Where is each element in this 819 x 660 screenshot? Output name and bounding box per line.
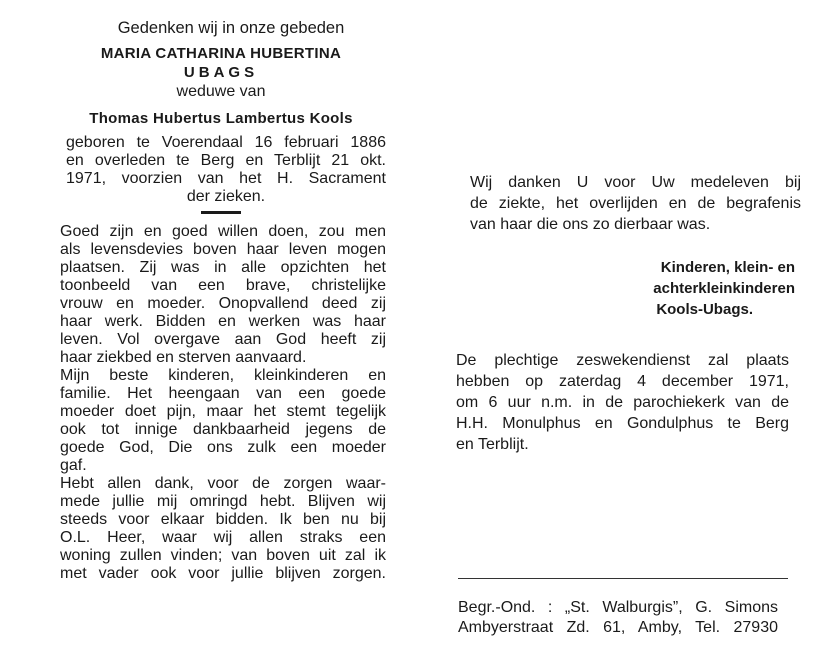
text-line: Goed zijn en goed willen doen, zou men [60, 223, 386, 240]
text-line: leven. Vol overgave aan God heeft zij [60, 331, 386, 348]
signature-line: achterkleinkinderen [653, 280, 795, 297]
widow-of-label: weduwe van [176, 83, 266, 100]
right-panel [456, 172, 801, 455]
divider-dash [201, 211, 241, 214]
text-line: toonbeeld van een brave, christelijke [60, 277, 386, 294]
signature [456, 257, 801, 320]
footer-line: Begr.-Ond. : „St. Walburgis”, G. Simons [458, 599, 778, 616]
text-line: om 6 uur n.m. in de parochiekerk van de [456, 394, 789, 411]
text-line: goede God, Die ons zulk een moeder [60, 439, 386, 456]
deceased-name: MARIA CATHARINA HUBERTINA [100, 45, 342, 62]
text-line: 1971, voorzien van het H. Sacrament [66, 170, 386, 187]
text-line: plaatsen. Zij was in alle opzichten het [60, 259, 386, 276]
text-line: De plechtige zeswekendienst zal plaats [456, 352, 789, 369]
text-line: de ziekte, het overlijden en de begrafenis [470, 195, 801, 212]
text-line: H.H. Monulphus en Gondulphus te Berg [456, 415, 789, 432]
text-line: haar werk. Bidden en werken was haar [60, 313, 386, 330]
left-panel [56, 18, 386, 583]
text-line: vrouw en moeder. Onopvallend deed zij [60, 295, 386, 312]
signature-line: Kools-Ubags. [656, 301, 753, 318]
text-line: woning zullen vinden; van boven uit zal ik [60, 547, 386, 564]
text-line: mede jullie mij omringd hebt. Blijven wij [60, 493, 386, 510]
footer-divider [458, 578, 788, 579]
birth-death-text [56, 134, 386, 206]
text-line: haar ziekbed en sterven aanvaard. [60, 349, 307, 366]
undertaker-footer [458, 598, 778, 638]
thanks-text [456, 172, 801, 235]
text-line: geboren te Voerendaal 16 februari 1886 [66, 134, 386, 151]
text-line: en overleden te Berg en Terblijt 21 okt. [66, 152, 386, 169]
text-line: hebben op zaterdag 4 december 1971, [456, 373, 789, 390]
deceased-surname: UBAGS [183, 64, 259, 81]
text-line: van haar die ons zo dierbaar was. [470, 216, 711, 233]
text-line: Hebt allen dank, voor de zorgen waar- [60, 475, 386, 492]
text-line: familie. Het heengaan van een goede [60, 385, 386, 402]
footer-line: Ambyerstraat Zd. 61, Amby, Tel. 27930 [458, 619, 778, 636]
text-line: der zieken. [186, 188, 266, 205]
text-line: steeds voor elkaar bidden. Ik ben nu bij [60, 511, 386, 528]
text-line: moeder doet pijn, maar het stemt tegelijk [60, 403, 386, 420]
text-line: als levensdevies boven haar leven mogen [60, 241, 386, 258]
eulogy-text [56, 223, 386, 583]
text-line: gaf. [60, 457, 87, 474]
text-line: met vader ook voor jullie blijven zorgen. [60, 565, 386, 582]
service-announcement [456, 350, 801, 455]
text-line: O.L. Heer, waar wij allen straks een [60, 529, 386, 546]
text-line: Wij danken U voor Uw medeleven bij [470, 174, 801, 191]
heading: Gedenken wij in onze gebeden [117, 19, 345, 37]
husband-name: Thomas Hubertus Lambertus Kools [89, 110, 353, 127]
text-line: ook tot innige dankbaarheid jegens de [60, 421, 386, 438]
signature-line: Kinderen, klein- en [660, 259, 795, 276]
text-line: en Terblijt. [456, 436, 529, 453]
text-line: Mijn beste kinderen, kleinkinderen en [60, 367, 386, 384]
